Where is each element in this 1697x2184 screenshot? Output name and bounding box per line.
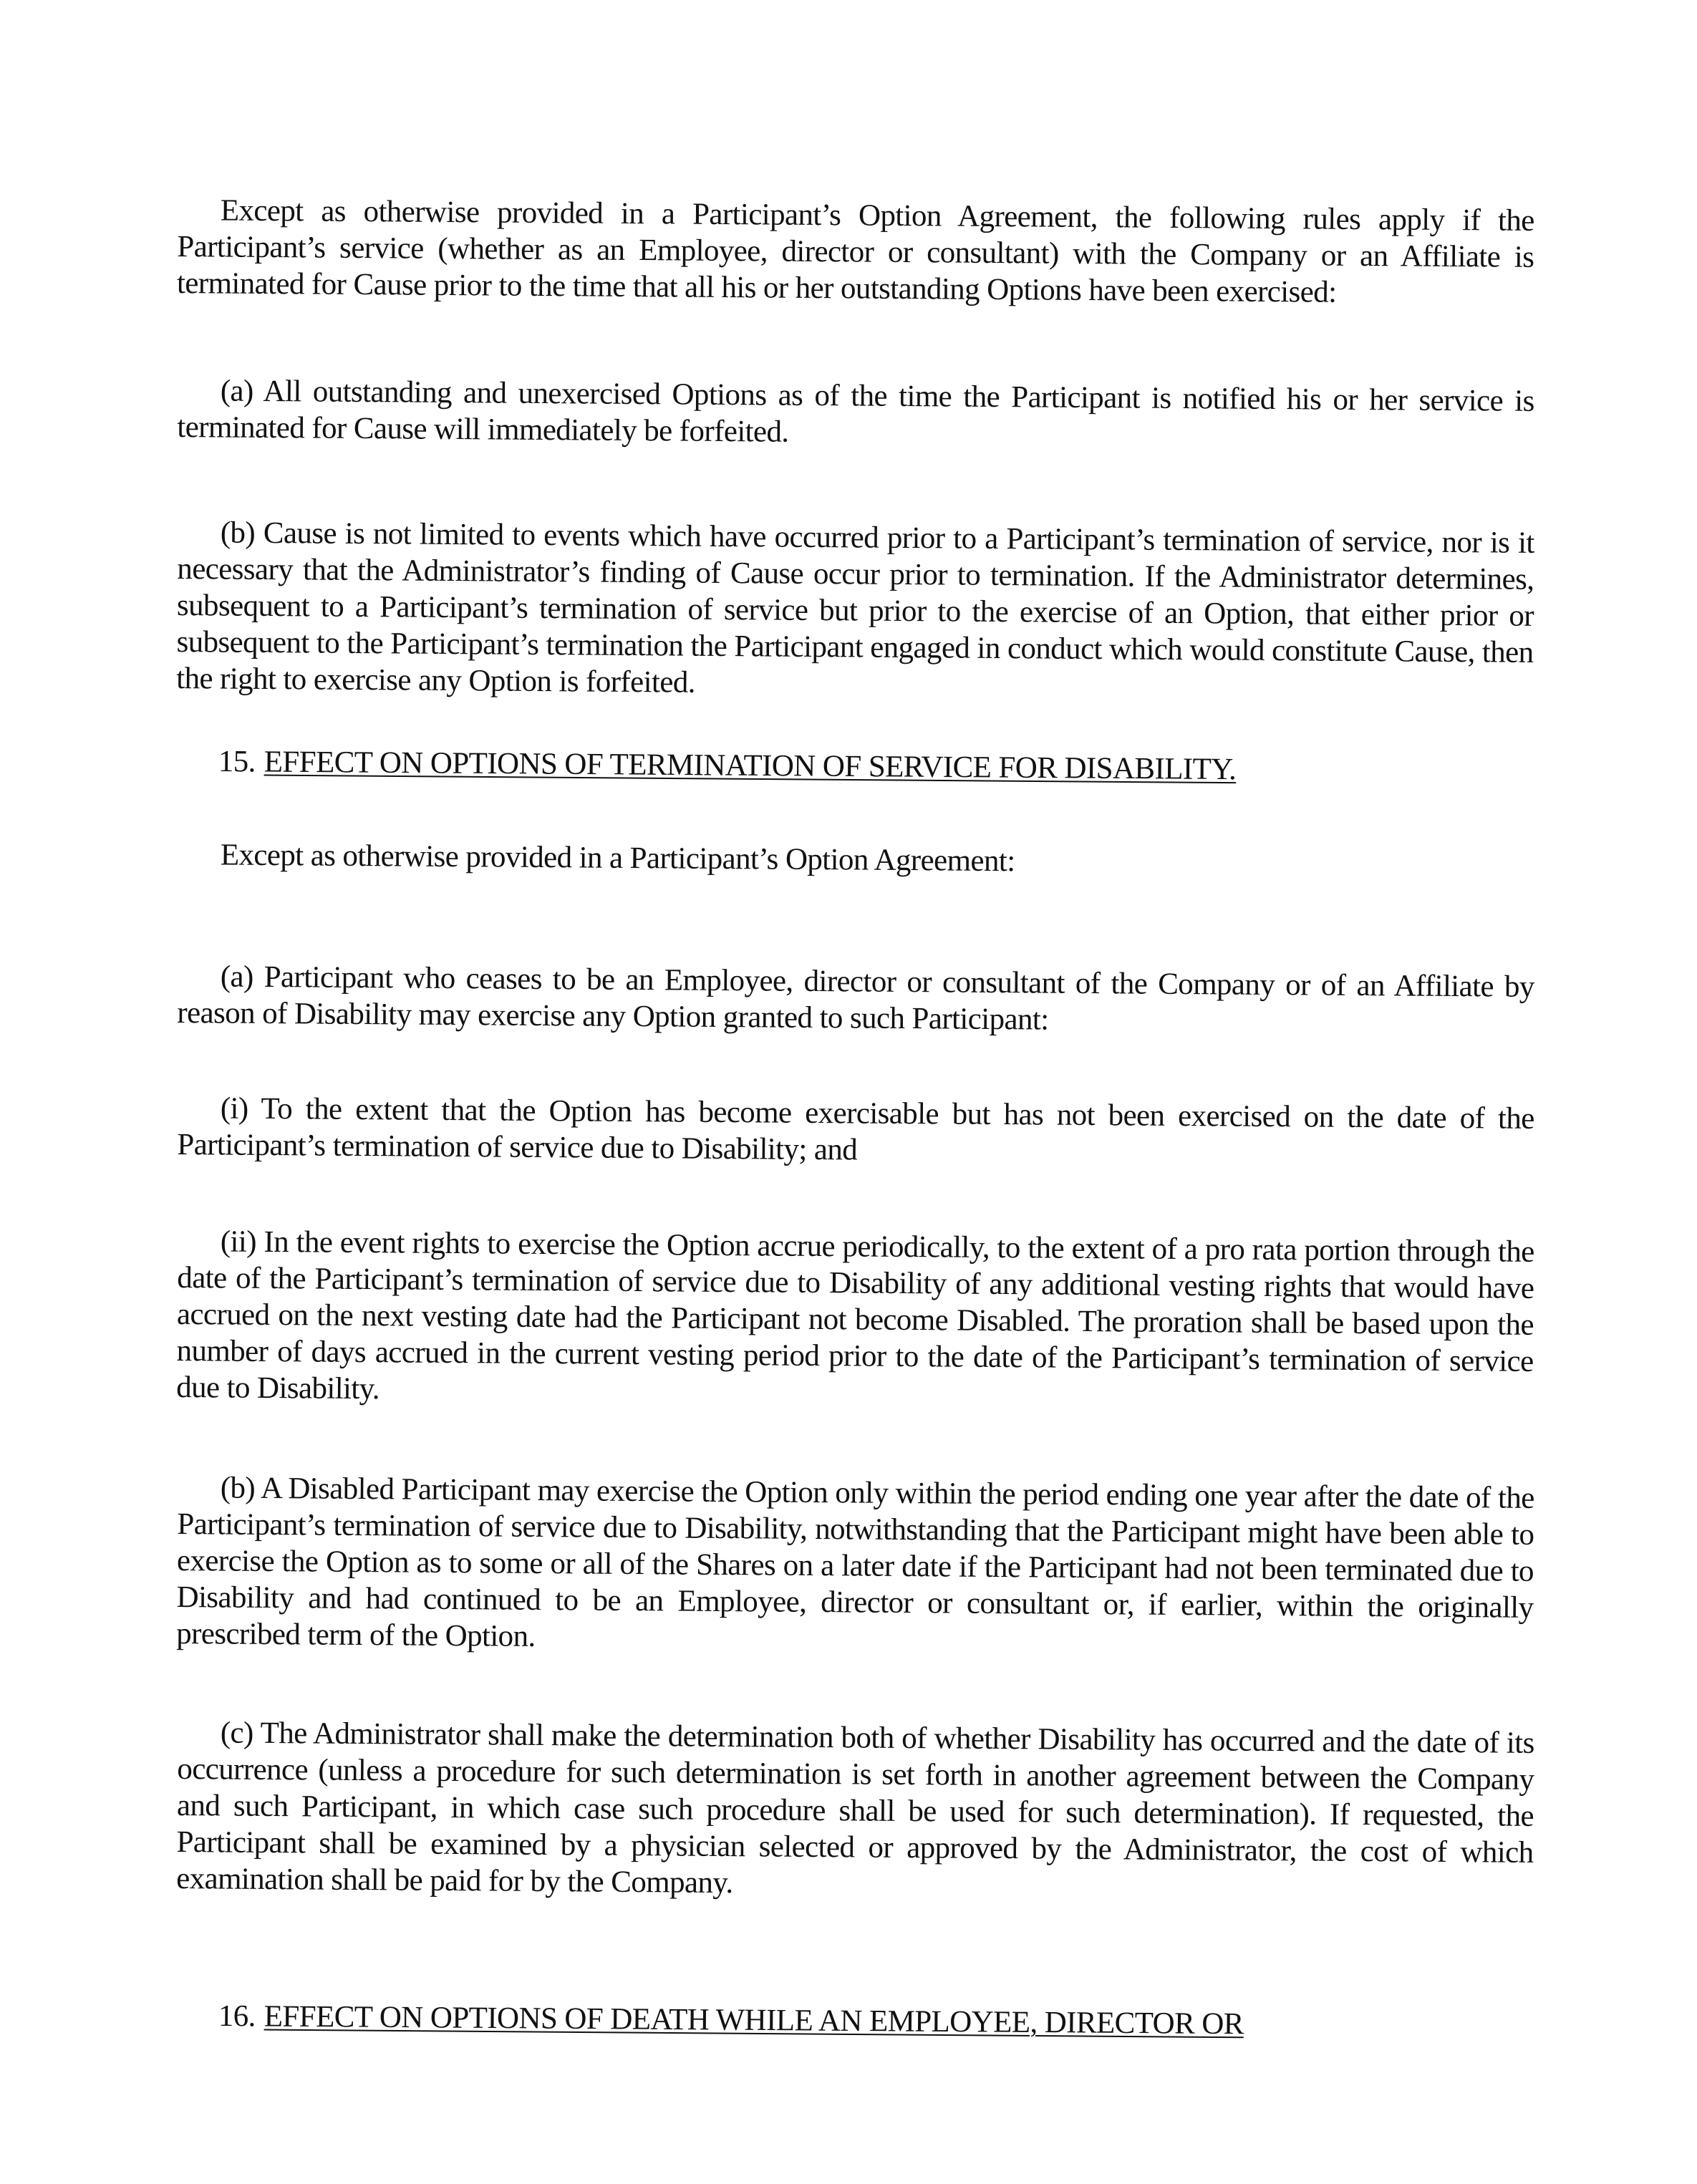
section-number: 16. (218, 1999, 256, 2034)
section-title: EFFECT ON OPTIONS OF DEATH WHILE AN EMPLOYEE, DIRECTOR OR (264, 1999, 1244, 2042)
paragraph-disability-a-i: (i) To the extent that the Option has become exercisable but has not been exercised on the date of the Participant’s termination of service due to Disability; and (177, 1091, 1534, 1167)
paragraph-disability-a: (a) Participant who ceases to be an Employee, director or consultant of the Company or of an Affiliate by reason of Disability may exercise any Option granted to such Participant: (177, 960, 1534, 1037)
paragraph-disability-a-ii: (ii) In the event rights to exercise the Option accrue periodically, to the extent of a pro rata portion through the date of the Participant’s termination of service due to Disability of any additional vesting rights that would have accrued on the next vesting date had the Participant not become Disabled. The proration shall be based upon the number of days accrued in the current vesting period prior to the date of the Participant’s termination of service due to Disability. (176, 1224, 1534, 1406)
paragraph-disability-c: (c) The Administrator shall make the determination both of whether Disability has occurred and the date of its occurrence (unless a procedure for such determination is set forth in another agreement between the Company and such Participant, in which case such procedure shall be used for such determination). If requested, the Participant shall be examined by a physician selected or approved by the Administrator, the cost of which examination shall be paid for by the Company. (176, 1716, 1534, 1900)
paragraph-disability-intro: Except as otherwise provided in a Participant’s Option Agreement: (220, 838, 1015, 879)
section-heading-15 (218, 743, 1237, 788)
section-number: 15. (218, 744, 256, 779)
section-title: EFFECT ON OPTIONS OF TERMINATION OF SERVICE FOR DISABILITY. (264, 745, 1237, 787)
paragraph-cause-a: (a) All outstanding and unexercised Options as of the time the Participant is notified his or her service is terminated for Cause will immediately be forfeited. (177, 374, 1534, 449)
paragraph-disability-b: (b) A Disabled Participant may exercise the Option only within the period ending one year after the date of the Participant’s termination of service due to Disability, notwithstanding that the Participant might have been able to exercise the Option as to some or all of the Shares on a later date if the Participant had not been terminated due to Disability and had continued to be an Employee, director or consultant or, if earlier, within the originally prescribed term of the Option. (176, 1471, 1534, 1653)
paragraph-cause-b: (b) Cause is not limited to events which have occurred prior to a Participant’s termination of service, nor is it necessary that the Administrator’s finding of Cause occur prior to termination. If the Administrator determines, subsequent to a Participant’s termination of service but prior to the exercise of an Option, that either prior or subsequent to the Participant’s termination the Participant engaged in conduct which would constitute Cause, then the right to exercise any Option is forfeited. (176, 516, 1534, 700)
section-heading-16 (218, 1998, 1244, 2042)
paragraph-cause-intro: Except as otherwise provided in a Participant’s Option Agreement, the following rules apply if the Participant’s service (whether as an Employee, director or consultant) with the Company or an Affiliate is terminated for Cause prior to the time that all his or her outstanding Options have been exercised: (176, 193, 1534, 309)
